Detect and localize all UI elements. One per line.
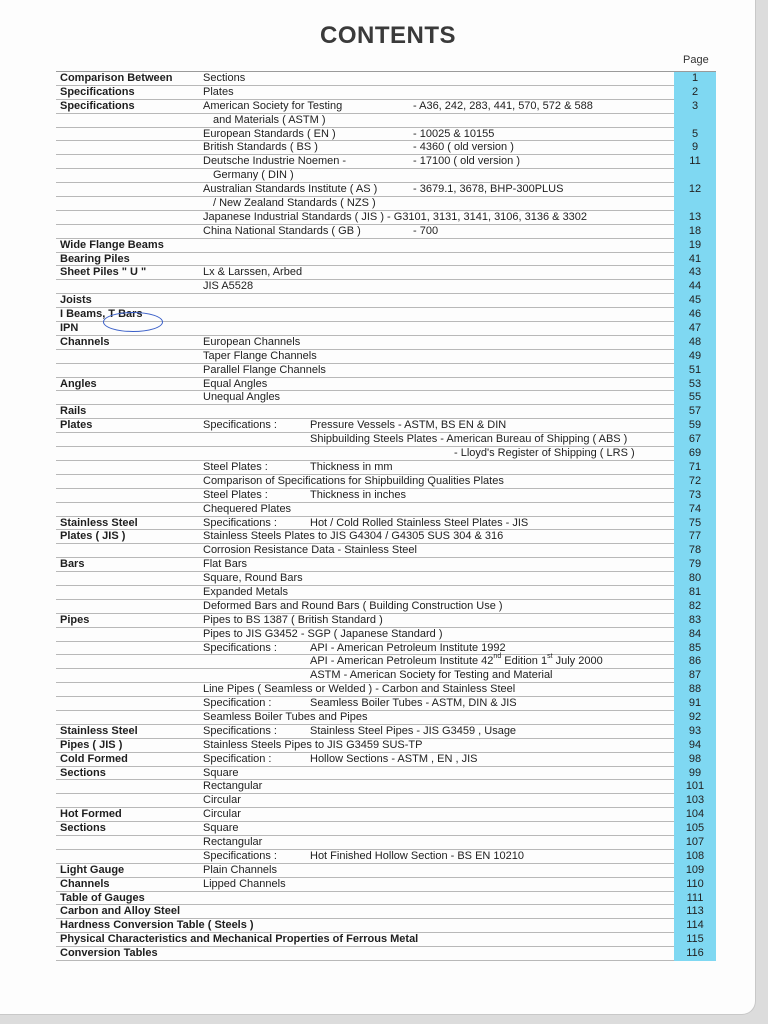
toc-row xyxy=(56,308,716,322)
toc-page-number: 59 xyxy=(674,419,716,433)
toc-category: Cold Formed xyxy=(60,752,128,765)
toc-category: Pipes ( JIS ) xyxy=(60,738,123,751)
toc-category: Sheet Piles " U " xyxy=(60,266,147,279)
toc-page-number: 80 xyxy=(674,572,716,586)
toc-section: Square xyxy=(203,766,239,779)
toc-category: IPN xyxy=(60,322,79,335)
toc-section: Plates xyxy=(203,85,234,98)
toc-subsection: - Lloyd's Register of Shipping ( LRS ) xyxy=(454,447,635,460)
toc-section: Parallel Flange Channels xyxy=(203,363,326,376)
toc-page-number: 49 xyxy=(674,350,716,364)
toc-page-number: 57 xyxy=(674,405,716,419)
toc-page-number: 114 xyxy=(674,919,716,933)
toc-section: Deformed Bars and Round Bars ( Building Construction Use ) xyxy=(203,599,503,612)
toc-row xyxy=(56,419,716,433)
toc-category: Specifications xyxy=(60,99,135,112)
toc-row xyxy=(56,558,716,572)
toc-page-number: 11 xyxy=(674,155,716,169)
toc-page-number: 108 xyxy=(674,850,716,864)
toc-section: Specification : xyxy=(203,697,272,710)
toc-row xyxy=(56,253,716,267)
toc-row xyxy=(56,711,716,725)
toc-standard-codes: - 17100 ( old version ) xyxy=(413,155,520,168)
toc-page-number: 116 xyxy=(674,947,716,961)
toc-category: Table of Gauges xyxy=(60,891,145,904)
toc-section: Circular xyxy=(203,794,241,807)
toc-page-number: 101 xyxy=(674,780,716,794)
toc-row xyxy=(56,197,716,211)
toc-section: Seamless Boiler Tubes and Pipes xyxy=(203,710,368,723)
toc-section: Specifications : xyxy=(203,849,277,862)
toc-page-number: 12 xyxy=(674,183,716,197)
superscript: st xyxy=(547,653,553,661)
toc-row xyxy=(56,808,716,822)
toc-subsection: Stainless Steel Pipes - JIS G3459 , Usage xyxy=(310,724,517,737)
toc-page-number: 99 xyxy=(674,767,716,781)
toc-category: Joists xyxy=(60,294,92,307)
toc-subsection: Thickness in mm xyxy=(310,460,393,473)
toc-row xyxy=(56,489,716,503)
toc-category: Pipes xyxy=(60,613,90,626)
toc-section-continued: / New Zealand Standards ( NZS ) xyxy=(213,197,376,210)
toc-page-number: 55 xyxy=(674,391,716,405)
toc-row xyxy=(56,822,716,836)
toc-page-number: 2 xyxy=(674,86,716,100)
toc-section: Sections xyxy=(203,72,246,84)
toc-section: Equal Angles xyxy=(203,377,268,390)
toc-row xyxy=(56,655,716,669)
toc-page-number: 51 xyxy=(674,364,716,378)
toc-section: Steel Plates : xyxy=(203,488,268,501)
toc-row xyxy=(56,697,716,711)
toc-page-number: 46 xyxy=(674,308,716,322)
toc-category: Light Gauge xyxy=(60,863,125,876)
toc-section: Australian Standards Institute ( AS ) xyxy=(203,183,378,196)
toc-section: Taper Flange Channels xyxy=(203,349,317,362)
toc-section: Lipped Channels xyxy=(203,877,286,890)
toc-row xyxy=(56,378,716,392)
toc-category: Plates ( JIS ) xyxy=(60,530,126,543)
toc-section: China National Standards ( GB ) xyxy=(203,224,361,237)
toc-page-number: 82 xyxy=(674,600,716,614)
toc-page-number: 105 xyxy=(674,822,716,836)
toc-category: Bars xyxy=(60,558,85,571)
toc-section: Stainless Steels Plates to JIS G4304 / G4305 SUS 304 & 316 xyxy=(203,530,504,543)
toc-row xyxy=(56,72,716,86)
toc-category: Channels xyxy=(60,877,110,890)
toc-row xyxy=(56,100,716,114)
toc-page-number: 87 xyxy=(674,669,716,683)
toc-page-number: 72 xyxy=(674,475,716,489)
toc-page-number: 53 xyxy=(674,378,716,392)
toc-page-number: 88 xyxy=(674,683,716,697)
toc-page-number: 48 xyxy=(674,336,716,350)
toc-section: Comparison of Specifications for Shipbuilding Qualities Plates xyxy=(203,474,504,487)
toc-standard-codes: - 10025 & 10155 xyxy=(413,127,495,140)
toc-section: Specifications : xyxy=(203,516,277,529)
toc-subsection: ASTM - American Society for Testing and Material xyxy=(310,669,553,682)
toc-page-number: 78 xyxy=(674,544,716,558)
toc-row xyxy=(56,503,716,517)
toc-section: Pipes to BS 1387 ( British Standard ) xyxy=(203,613,383,626)
toc-category: Wide Flange Beams xyxy=(60,238,164,251)
toc-section: Deutsche Industrie Noemen - xyxy=(203,155,347,168)
toc-row xyxy=(56,183,716,197)
toc-row xyxy=(56,447,716,461)
toc-page-number: 79 xyxy=(674,558,716,572)
toc-row xyxy=(56,780,716,794)
toc-subsection: API - American Petroleum Institute 1992 xyxy=(310,641,506,654)
toc-page-number: 71 xyxy=(674,461,716,475)
toc-row xyxy=(56,280,716,294)
toc-row xyxy=(56,239,716,253)
toc-page-number: 83 xyxy=(674,614,716,628)
toc-page-number: 115 xyxy=(674,933,716,947)
toc-category: Carbon and Alloy Steel xyxy=(60,905,181,918)
toc-page-number: 98 xyxy=(674,753,716,767)
toc-page-number: 93 xyxy=(674,725,716,739)
toc-section: Plain Channels xyxy=(203,863,277,876)
toc-page-number: 86 xyxy=(674,655,716,669)
toc-row xyxy=(56,850,716,864)
api-text: July 2000 xyxy=(552,655,603,668)
toc-page-number: 13 xyxy=(674,211,716,225)
toc-row xyxy=(56,725,716,739)
toc-page-number: 107 xyxy=(674,836,716,850)
toc-subsection: Pressure Vessels - ASTM, BS EN & DIN xyxy=(310,419,507,432)
toc-subsection: Hollow Sections - ASTM , EN , JIS xyxy=(310,752,478,765)
toc-page-number: 43 xyxy=(674,266,716,280)
toc-row xyxy=(56,391,716,405)
toc-row xyxy=(56,364,716,378)
toc-section: Specifications : xyxy=(203,641,277,654)
api-text: Edition 1 xyxy=(501,655,548,668)
toc-section: Specifications : xyxy=(203,724,277,737)
toc-section: Unequal Angles xyxy=(203,391,281,404)
toc-section-continued: Germany ( DIN ) xyxy=(213,169,294,182)
toc-page-number: 113 xyxy=(674,905,716,919)
page-column-header: Page xyxy=(683,54,709,66)
toc-section: Specifications : xyxy=(203,419,277,432)
toc-page-number: 94 xyxy=(674,739,716,753)
toc-page-number: 103 xyxy=(674,794,716,808)
toc-row xyxy=(56,405,716,419)
toc-category: Conversion Tables xyxy=(60,947,158,960)
toc-row xyxy=(56,114,716,128)
toc-row xyxy=(56,836,716,850)
toc-category: Hardness Conversion Table ( Steels ) xyxy=(60,919,254,932)
toc-row xyxy=(56,933,716,947)
toc-page-number: 3 xyxy=(674,100,716,114)
toc-row xyxy=(56,517,716,531)
toc-row xyxy=(56,919,716,933)
toc-row xyxy=(56,350,716,364)
toc-section: Rectangular xyxy=(203,780,263,793)
toc-page-number xyxy=(674,114,716,128)
toc-category: Channels xyxy=(60,335,110,348)
toc-subsection: Hot / Cold Rolled Stainless Steel Plates - JIS xyxy=(310,516,529,529)
toc-page-number: 67 xyxy=(674,433,716,447)
toc-section: European Channels xyxy=(203,335,301,348)
toc-row xyxy=(56,892,716,906)
toc-row xyxy=(56,600,716,614)
toc-category: I Beams, T Bars xyxy=(60,308,143,321)
toc-category: Comparison Between xyxy=(60,72,173,84)
toc-page-number: 19 xyxy=(674,239,716,253)
toc-section: JIS A5528 xyxy=(203,280,254,293)
toc-page-number: 9 xyxy=(674,141,716,155)
toc-row xyxy=(56,864,716,878)
toc-subsection xyxy=(310,655,603,668)
toc-page-number xyxy=(674,169,716,183)
toc-page-number: 111 xyxy=(674,892,716,906)
toc-row xyxy=(56,475,716,489)
toc-subsection: Shipbuilding Steels Plates - American Bureau of Shipping ( ABS ) xyxy=(310,433,628,446)
api-text: API - American Petroleum Institute 42 xyxy=(310,655,494,668)
toc-section: Specification : xyxy=(203,752,272,765)
toc-row xyxy=(56,628,716,642)
toc-section: Chequered Plates xyxy=(203,502,292,515)
toc-row xyxy=(56,739,716,753)
toc-section: American Society for Testing xyxy=(203,99,343,112)
toc-page-number: 47 xyxy=(674,322,716,336)
toc-section: Line Pipes ( Seamless or Welded ) - Carbon and Stainless Steel xyxy=(203,683,516,696)
toc-section: Square, Round Bars xyxy=(203,572,303,585)
toc-category: Rails xyxy=(60,405,87,418)
toc-row xyxy=(56,211,716,225)
toc-row xyxy=(56,266,716,280)
toc-row xyxy=(56,530,716,544)
toc-section: Japanese Industrial Standards ( JIS ) - G3101, 3131, 3141, 3106, 3136 & 3302 xyxy=(203,210,588,223)
toc-row xyxy=(56,322,716,336)
toc-section: Square xyxy=(203,822,239,835)
page-title: CONTENTS xyxy=(320,22,456,49)
toc-page-number: 41 xyxy=(674,253,716,267)
toc-category: Stainless Steel xyxy=(60,516,138,529)
superscript: nd xyxy=(493,653,502,661)
toc-standard-codes: - 4360 ( old version ) xyxy=(413,141,514,154)
toc-page-number: 74 xyxy=(674,503,716,517)
toc-section: Expanded Metals xyxy=(203,585,288,598)
toc-row xyxy=(56,461,716,475)
toc-category: Plates xyxy=(60,419,93,432)
toc-page-number: 77 xyxy=(674,530,716,544)
toc-category: Stainless Steel xyxy=(60,724,138,737)
toc-page-number: 84 xyxy=(674,628,716,642)
toc-row xyxy=(56,433,716,447)
toc-standard-codes: - A36, 242, 283, 441, 570, 572 & 588 xyxy=(413,99,593,112)
toc-standard-codes: - 700 xyxy=(413,224,439,237)
toc-page-number: 73 xyxy=(674,489,716,503)
toc-standard-codes: - 3679.1, 3678, BHP-300PLUS xyxy=(413,183,564,196)
toc-row xyxy=(56,169,716,183)
toc-row xyxy=(56,947,716,961)
toc-section: Corrosion Resistance Data - Stainless Steel xyxy=(203,544,417,557)
toc-row xyxy=(56,669,716,683)
toc-category: Sections xyxy=(60,766,106,779)
toc-subsection: Seamless Boiler Tubes - ASTM, DIN & JIS xyxy=(310,697,517,710)
toc-page-number: 104 xyxy=(674,808,716,822)
toc-section-continued: and Materials ( ASTM ) xyxy=(213,113,326,126)
toc-page-number xyxy=(674,197,716,211)
toc-row xyxy=(56,753,716,767)
toc-row xyxy=(56,614,716,628)
toc-page-number: 1 xyxy=(674,72,716,86)
toc-row xyxy=(56,794,716,808)
toc-row xyxy=(56,683,716,697)
toc-row xyxy=(56,128,716,142)
toc-category: Hot Formed xyxy=(60,808,122,821)
toc-subsection: Hot Finished Hollow Section - BS EN 10210 xyxy=(310,849,524,862)
toc-page-number: 69 xyxy=(674,447,716,461)
toc-page-number: 81 xyxy=(674,586,716,600)
toc-section: Steel Plates : xyxy=(203,460,268,473)
toc-section: British Standards ( BS ) xyxy=(203,141,318,154)
toc-row xyxy=(56,544,716,558)
toc-page-number: 92 xyxy=(674,711,716,725)
toc-row xyxy=(56,141,716,155)
toc-page-number: 45 xyxy=(674,294,716,308)
toc-row xyxy=(56,155,716,169)
toc-category: Physical Characteristics and Mechanical Properties of Ferrous Metal xyxy=(60,933,419,946)
toc-row xyxy=(56,225,716,239)
toc-row xyxy=(56,642,716,656)
toc-subsection: Thickness in inches xyxy=(310,488,406,501)
toc-row xyxy=(56,294,716,308)
toc-section: Flat Bars xyxy=(203,558,248,571)
toc-page-number: 91 xyxy=(674,697,716,711)
toc-section: European Standards ( EN ) xyxy=(203,127,336,140)
toc-category: Specifications xyxy=(60,85,135,98)
toc-category: Angles xyxy=(60,377,97,390)
toc-section: Pipes to JIS G3452 - SGP ( Japanese Standard ) xyxy=(203,627,443,640)
toc-row xyxy=(56,572,716,586)
toc-row xyxy=(56,767,716,781)
toc-row xyxy=(56,336,716,350)
table-of-contents xyxy=(56,72,716,961)
toc-page-number: 75 xyxy=(674,517,716,531)
toc-row xyxy=(56,878,716,892)
toc-page-number: 109 xyxy=(674,864,716,878)
toc-page-number: 44 xyxy=(674,280,716,294)
toc-section: Stainless Steels Pipes to JIS G3459 SUS-TP xyxy=(203,738,423,751)
toc-page-number: 85 xyxy=(674,642,716,656)
toc-page-number: 5 xyxy=(674,128,716,142)
toc-section: Lx & Larssen, Arbed xyxy=(203,266,303,279)
toc-category: Bearing Piles xyxy=(60,252,130,265)
toc-category: Sections xyxy=(60,822,106,835)
toc-row xyxy=(56,86,716,100)
toc-row xyxy=(56,905,716,919)
toc-page-number: 18 xyxy=(674,225,716,239)
toc-section: Rectangular xyxy=(203,835,263,848)
toc-row xyxy=(56,586,716,600)
toc-page-number: 110 xyxy=(674,878,716,892)
toc-section: Circular xyxy=(203,808,241,821)
